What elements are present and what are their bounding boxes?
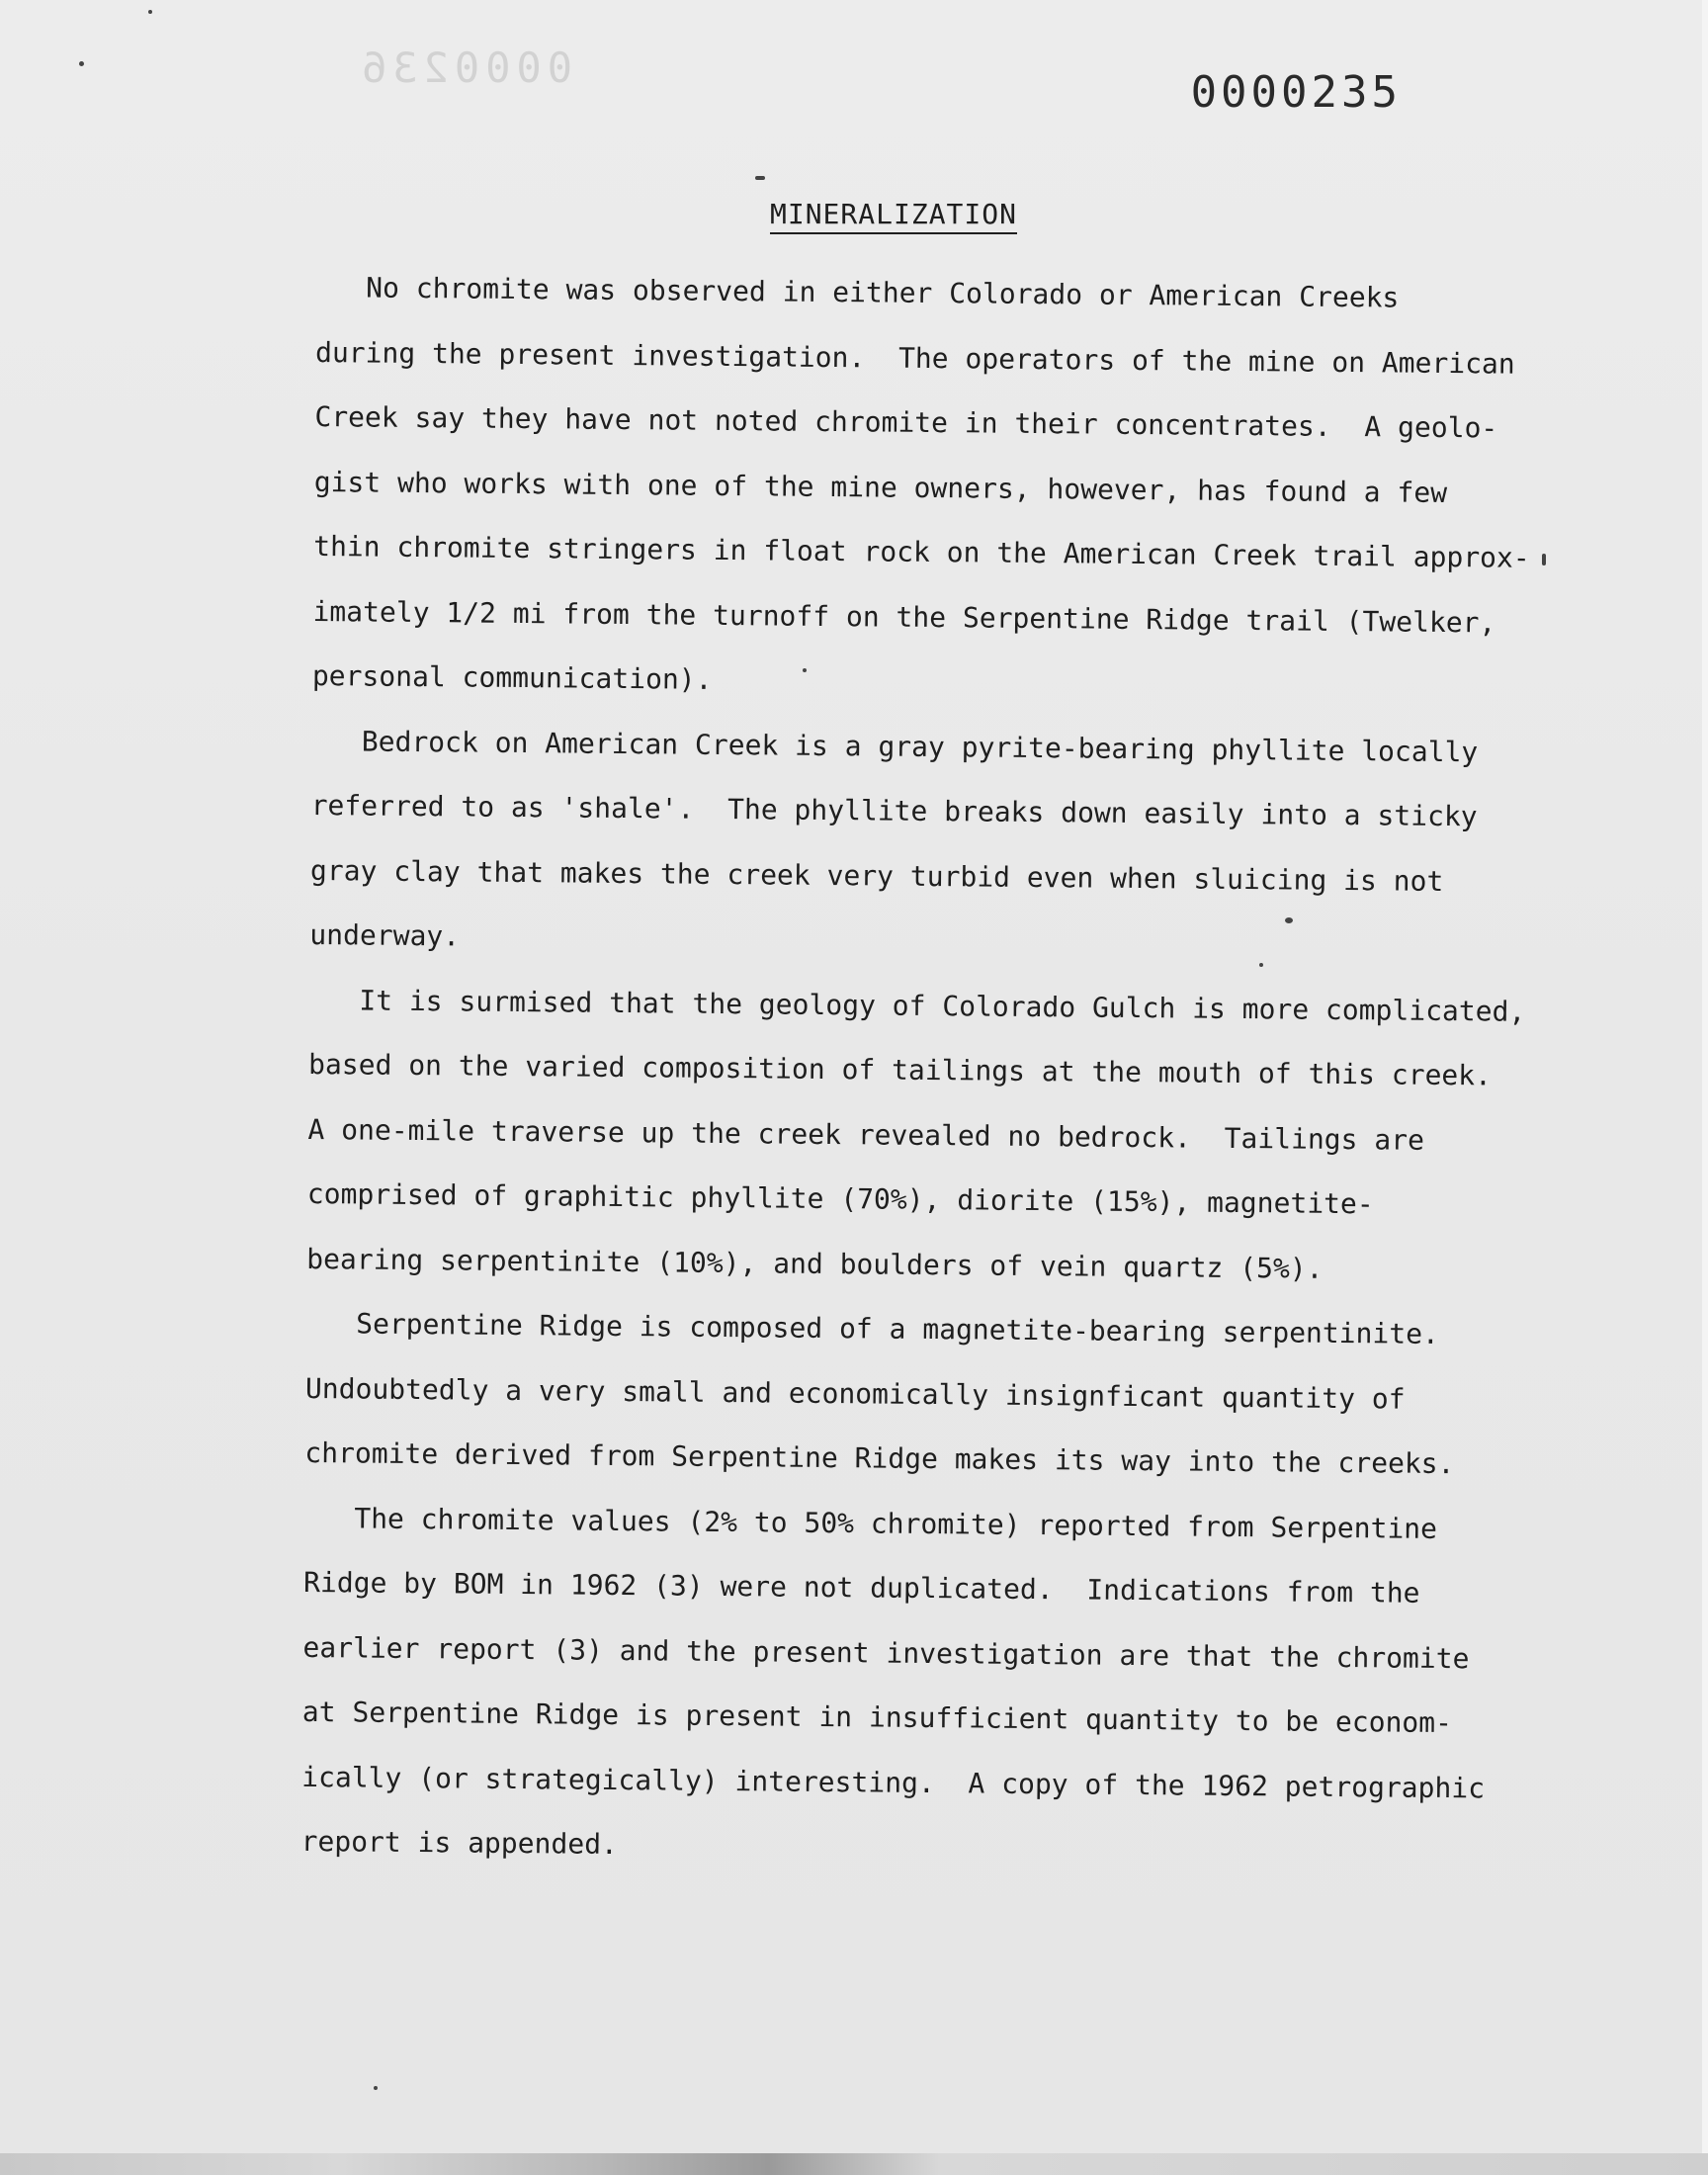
text-line: at Serpentine Ridge is present in insufficient quantity to be econom- bbox=[301, 1695, 1453, 1740]
text-line: comprised of graphitic phyllite (70%), diorite (15%), magnetite- bbox=[306, 1176, 1374, 1221]
text-line: Bedrock on American Creek is a gray pyrite-bearing phyllite locally bbox=[311, 724, 1479, 768]
scan-speck bbox=[374, 2086, 378, 2090]
page-number: 0000235 bbox=[1190, 67, 1402, 118]
scan-speck bbox=[803, 668, 807, 672]
text-line: Undoubtedly a very small and economically insignficant quantity of bbox=[304, 1371, 1406, 1416]
text-line: It is surmised that the geology of Colorado Gulch is more complicated, bbox=[308, 983, 1526, 1028]
scan-speck bbox=[148, 10, 152, 14]
text-line: gist who works with one of the mine owners, however, has found a few bbox=[313, 465, 1448, 509]
scan-speck bbox=[1259, 963, 1263, 967]
scan-speck bbox=[1285, 917, 1293, 923]
scan-speck bbox=[1542, 554, 1546, 566]
text-line: Ridge by BOM in 1962 (3) were not duplicated. Indications from the bbox=[302, 1565, 1420, 1610]
section-heading: MINERALIZATION bbox=[770, 198, 1017, 234]
text-line: Serpentine Ridge is composed of a magnetite-bearing serpentinite. bbox=[305, 1306, 1440, 1350]
scan-speck bbox=[755, 176, 765, 180]
text-line: personal communication). bbox=[311, 658, 713, 696]
bleed-through-page-number: 0000236 bbox=[356, 44, 573, 92]
text-line: referred to as 'shale'. The phyllite breaks down easily into a sticky bbox=[310, 788, 1478, 833]
text-line: imately 1/2 mi from the turnoff on the Serpentine Ridge trail (Twelker, bbox=[312, 594, 1496, 639]
text-line: based on the varied composition of tailings at the mouth of this creek. bbox=[307, 1047, 1493, 1092]
text-line: underway. bbox=[309, 917, 461, 953]
text-line: earlier report (3) and the present investigation are that the chromite bbox=[302, 1630, 1470, 1675]
text-line: thin chromite stringers in float rock on the American Creek trail approx- bbox=[313, 529, 1530, 574]
text-line: Creek say they have not noted chromite in their concentrates. A geolo- bbox=[314, 399, 1498, 445]
text-line: ically (or strategically) interesting. A copy of the 1962 petrographic bbox=[301, 1760, 1486, 1804]
section-heading-wrapper bbox=[0, 198, 1708, 234]
text-line: report is appended. bbox=[300, 1824, 619, 1861]
text-line: chromite derived from Serpentine Ridge makes its way into the creeks. bbox=[304, 1436, 1455, 1481]
body-text bbox=[300, 255, 1542, 1885]
text-line: The chromite values (2% to 50% chromite) reported from Serpentine bbox=[303, 1501, 1438, 1545]
text-line: gray clay that makes the creek very turbid even when sluicing is not bbox=[309, 853, 1444, 898]
text-line: bearing serpentinite (10%), and boulders of vein quartz (5%). bbox=[306, 1242, 1324, 1285]
scan-speck bbox=[79, 61, 84, 66]
scanner-edge-strip bbox=[0, 2153, 1708, 2175]
text-line: A one-mile traverse up the creek revealed no bedrock. Tailings are bbox=[307, 1112, 1425, 1157]
text-line: No chromite was observed in either Colorado or American Creeks bbox=[315, 270, 1400, 314]
text-line: during the present investigation. The operators of the mine on American bbox=[314, 335, 1515, 381]
page-edge bbox=[1702, 0, 1708, 2175]
